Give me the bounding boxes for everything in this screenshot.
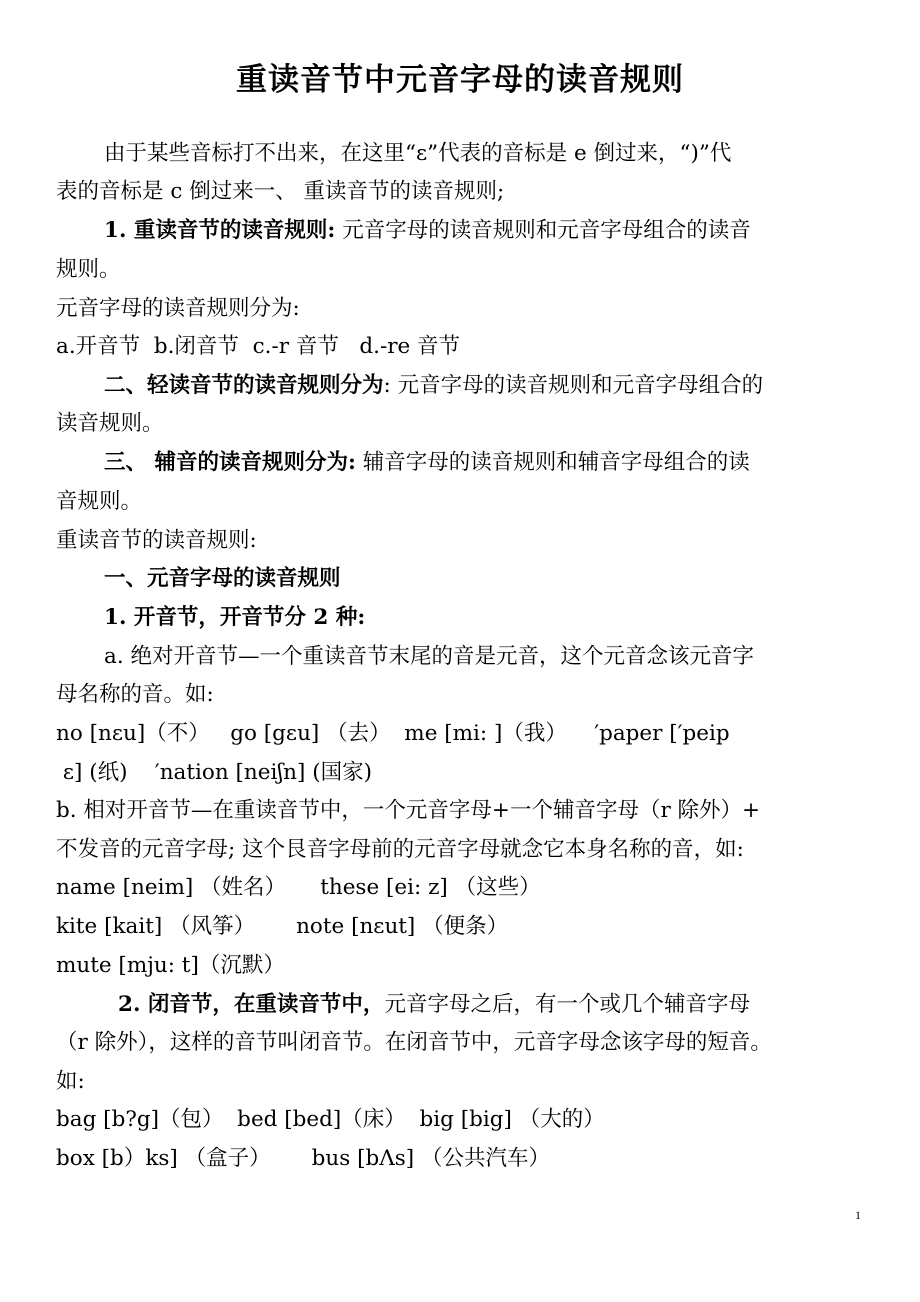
intro-line-1: 由于某些音标打不出来，在这里“ε”代表的音标是 e 倒过来，“)”代 bbox=[104, 141, 732, 166]
example-b-line: name [neim] （姓名） these [ei: z] （这些） bbox=[56, 875, 541, 900]
rule-1-line bbox=[104, 216, 751, 246]
rule-3-cont: 音规则。 bbox=[56, 489, 143, 514]
example-c-line: bag [b?g]（包） bed [bed]（床） big [big] （大的） bbox=[56, 1107, 605, 1132]
rule-2-line bbox=[104, 371, 763, 401]
rule-2-text: : 元音字母的读音规则和元音字母组合的 bbox=[383, 373, 764, 398]
example-b-line: kite [kait] （风筝） note [nεut] （便条） bbox=[56, 914, 509, 939]
rule-2-heading: 二、轻读音节的读音规则分为 bbox=[104, 373, 384, 398]
intro-line-2: 表的音标是 c 倒过来一、 重读音节的读音规则; bbox=[56, 179, 505, 204]
rule-3-text: 辅音字母的读音规则和辅音字母组合的读 bbox=[355, 450, 750, 475]
rule-1-cont: 规则。 bbox=[56, 257, 121, 282]
example-b-line: mute [mju: t]（沉默） bbox=[56, 953, 285, 978]
open-syllable-heading: 1. 开音节，开音节分 2 种: bbox=[104, 605, 366, 630]
syllable-types: a.开音节 b.闭音节 c.-r 音节 d.-re 音节 bbox=[56, 334, 461, 359]
page-title: 重读音节中元音字母的读音规则 bbox=[236, 62, 684, 98]
rule-1-heading: 1. 重读音节的读音规则: bbox=[104, 218, 336, 243]
open-a-line-1: a. 绝对开音节—一个重读音节末尾的音是元音，这个元音念该元音字 bbox=[104, 644, 754, 669]
open-b-line-1: b. 相对开音节—在重读音节中，一个元音字母+一个辅音字母（r 除外）+ bbox=[56, 798, 761, 823]
section-1-heading: 一、元音字母的读音规则 bbox=[104, 566, 341, 591]
rule-3-line bbox=[104, 448, 750, 478]
closed-syllable-line bbox=[118, 990, 750, 1020]
examples-a-line-1: no [nεu]（不） go [gεu] （去） me [mi: ]（我） ′paper [′peip bbox=[56, 721, 730, 746]
examples-a-line-2: ε] (纸) ′nation [neiʃn] (国家) bbox=[56, 760, 373, 785]
closed-syllable-line-3: 如: bbox=[56, 1069, 85, 1094]
rule-2-cont: 读音规则。 bbox=[56, 411, 164, 436]
rule-1-text: 元音字母的读音规则和元音字母组合的读音 bbox=[335, 218, 751, 243]
closed-syllable-text: 元音字母之后，有一个或几个辅音字母 bbox=[384, 992, 750, 1017]
rule-3-heading: 三、 辅音的读音规则分为: bbox=[104, 450, 356, 475]
example-c-line: box [b）ks] （盒子） bus [bΛs] （公共汽车） bbox=[56, 1146, 551, 1171]
closed-syllable-line-2: （r 除外），这样的音节叫闭音节。在闭音节中，元音字母念该字母的短音。 bbox=[56, 1030, 772, 1055]
open-a-line-2: 母名称的音。如: bbox=[56, 682, 214, 707]
vowel-rules-label: 元音字母的读音规则分为: bbox=[56, 296, 300, 321]
page-number: 1 bbox=[855, 1208, 861, 1222]
closed-syllable-heading: 2. 闭音节，在重读音节中， bbox=[118, 992, 385, 1017]
open-b-line-2: 不发音的元音字母; 这个艮音字母前的元音字母就念它本身名称的音，如: bbox=[56, 837, 744, 862]
stressed-label: 重读音节的读音规则: bbox=[56, 528, 257, 553]
